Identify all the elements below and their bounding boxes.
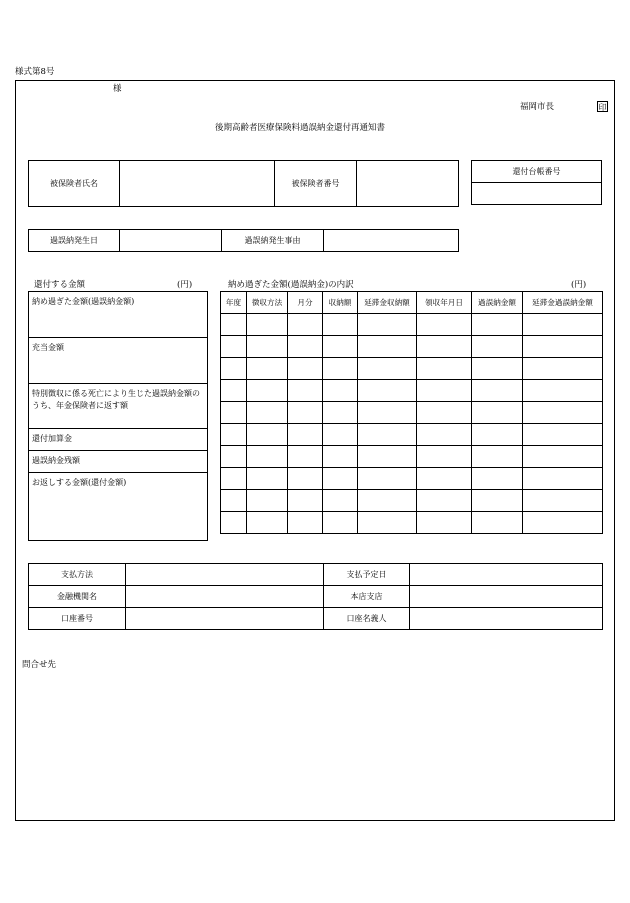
contact-label: 問合せ先	[22, 660, 57, 670]
breakdown-column-header: 収納額	[323, 292, 358, 314]
payment-table	[28, 563, 603, 630]
refund-amount-table	[28, 291, 208, 541]
breakdown-row	[221, 402, 603, 424]
payment-method-value	[126, 564, 324, 586]
seal-mark: 印	[598, 103, 607, 112]
breakdown-column-header: 年度	[221, 292, 247, 314]
breakdown-column-header: 延滞金収納額	[358, 292, 417, 314]
insured-info-table	[28, 160, 459, 207]
branch-label: 本店支店	[324, 586, 410, 608]
account-holder-label: 口座名義人	[324, 608, 410, 630]
payment-date-label: 支払予定日	[324, 564, 410, 586]
branch-value	[410, 586, 603, 608]
payment-method-label: 支払方法	[29, 564, 126, 586]
refund-row: 充当金額	[29, 338, 208, 384]
breakdown-row	[221, 358, 603, 380]
bank-name-label: 金融機関名	[29, 586, 126, 608]
ledger-number-value	[472, 183, 602, 205]
refund-row: 特別徴収に係る死亡により生じた過誤納金額のうち、年金保険者に返す額	[29, 384, 208, 429]
insured-name-label: 被保険者氏名	[29, 161, 120, 207]
breakdown-column-header: 過誤納金額	[472, 292, 523, 314]
insured-number-value	[357, 161, 459, 207]
breakdown-column-header: 延滞金過誤納金額	[523, 292, 603, 314]
ledger-number-label: 還付台帳番号	[472, 161, 602, 183]
overpayment-reason-label: 過誤納発生事由	[222, 230, 324, 252]
refund-unit: (円)	[177, 280, 193, 290]
account-number-value	[126, 608, 324, 630]
breakdown-column-header: 月分	[288, 292, 323, 314]
refund-row: 過誤納金残額	[29, 451, 208, 473]
breakdown-row	[221, 424, 603, 446]
refund-row: 納め過ぎた金額(過誤納金額)	[29, 292, 208, 338]
breakdown-heading: 納め過ぎた金額(過誤納金)の内訳	[228, 280, 354, 290]
payment-date-value	[410, 564, 603, 586]
overpayment-date-value	[120, 230, 222, 252]
form-number: 様式第8号	[15, 67, 55, 77]
breakdown-row	[221, 468, 603, 490]
overpayment-table	[28, 229, 459, 252]
breakdown-row	[221, 446, 603, 468]
issuer-name: 福岡市長	[520, 102, 555, 112]
breakdown-column-header: 徴収方法	[247, 292, 288, 314]
refund-row: 還付加算金	[29, 429, 208, 451]
ledger-number-table	[471, 160, 602, 205]
bank-name-value	[126, 586, 324, 608]
overpayment-date-label: 過誤納発生日	[29, 230, 120, 252]
refund-heading: 還付する金額	[34, 280, 86, 290]
account-number-label: 口座番号	[29, 608, 126, 630]
breakdown-unit: (円)	[571, 280, 587, 290]
insured-name-value	[120, 161, 275, 207]
breakdown-row	[221, 380, 603, 402]
breakdown-row	[221, 512, 603, 534]
breakdown-column-header: 領収年月日	[417, 292, 472, 314]
breakdown-table	[220, 291, 603, 534]
breakdown-row	[221, 336, 603, 358]
breakdown-row	[221, 314, 603, 336]
salutation: 様	[113, 84, 122, 94]
overpayment-reason-value	[324, 230, 459, 252]
account-holder-value	[410, 608, 603, 630]
document-title: 後期高齢者医療保険料過誤納金還付再通知書	[215, 123, 386, 133]
breakdown-row	[221, 490, 603, 512]
refund-row: お返しする金額(還付金額)	[29, 473, 208, 541]
insured-number-label: 被保険者番号	[275, 161, 357, 207]
